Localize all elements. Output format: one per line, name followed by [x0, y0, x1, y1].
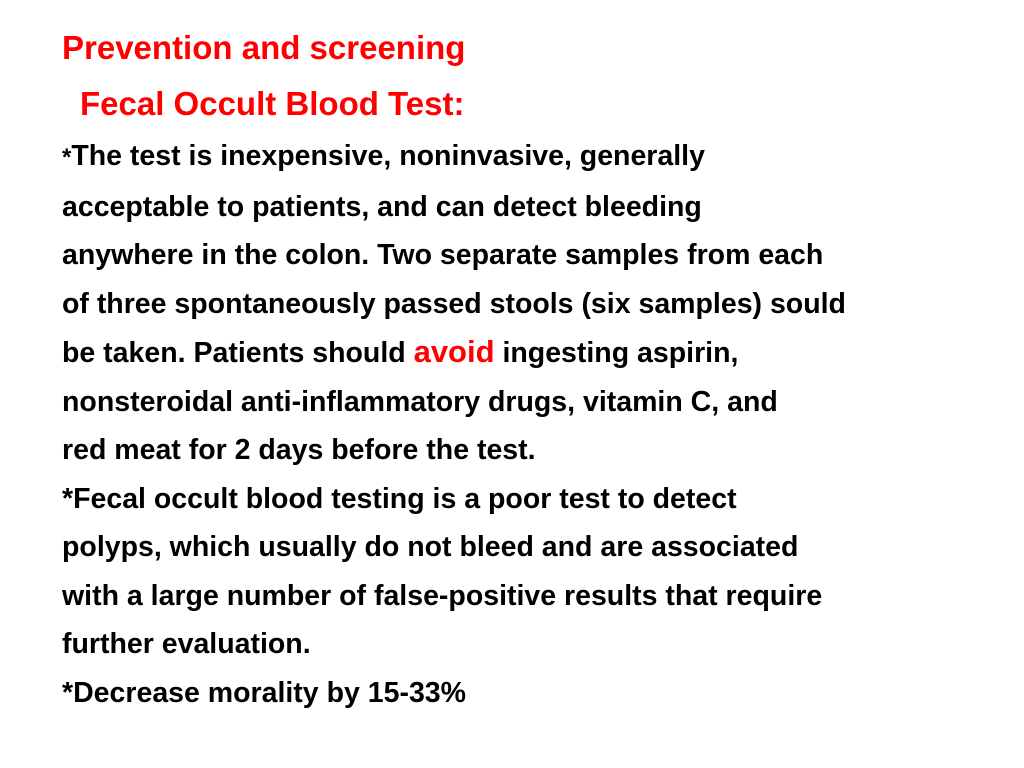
paragraph-2-line-4: further evaluation. — [62, 628, 311, 660]
paragraph-1-line-2: acceptable to patients, and can detect bleeding — [62, 190, 702, 223]
paragraph-1-text-1: The test is inexpensive, noninvasive, generally — [71, 140, 705, 172]
paragraph-2-line-2: polyps, which usually do not bleed and are associated — [62, 531, 799, 563]
paragraph-2-line-3: with a large number of false-positive results that require — [62, 579, 823, 612]
paragraph-1-text-5b: ingesting aspirin, — [494, 337, 739, 369]
paragraph-3-line-1: *Decrease morality by 15-33% — [62, 676, 466, 709]
paragraph-1-line-6: nonsteroidal anti-inflammatory drugs, vitamin C, and — [62, 385, 778, 418]
slide-subtitle-text: Fecal Occult Blood Test: — [80, 85, 465, 122]
paragraph-2-line-1: *Fecal occult blood testing is a poor test to detect — [62, 482, 737, 515]
emphasis-avoid: avoid — [413, 334, 495, 369]
paragraph-1-line-5 — [62, 328, 1007, 378]
slide-body — [62, 132, 1007, 717]
slide-title-text: Prevention and screening — [62, 29, 466, 66]
paragraph-1-text-5a: be taken. Patients should — [62, 337, 414, 369]
paragraph-1-line-3: anywhere in the colon. Two separate samples from each — [62, 239, 824, 271]
slide-subtitle — [80, 82, 464, 126]
slide-title — [62, 26, 465, 70]
paragraph-1-line-4: of three spontaneously passed stools (six samples) sould — [62, 287, 846, 320]
paragraph-1-line-7: red meat for 2 days before the test. — [62, 434, 536, 466]
paragraph-1-line-1 — [62, 132, 1007, 183]
bullet-star: * — [62, 144, 72, 171]
